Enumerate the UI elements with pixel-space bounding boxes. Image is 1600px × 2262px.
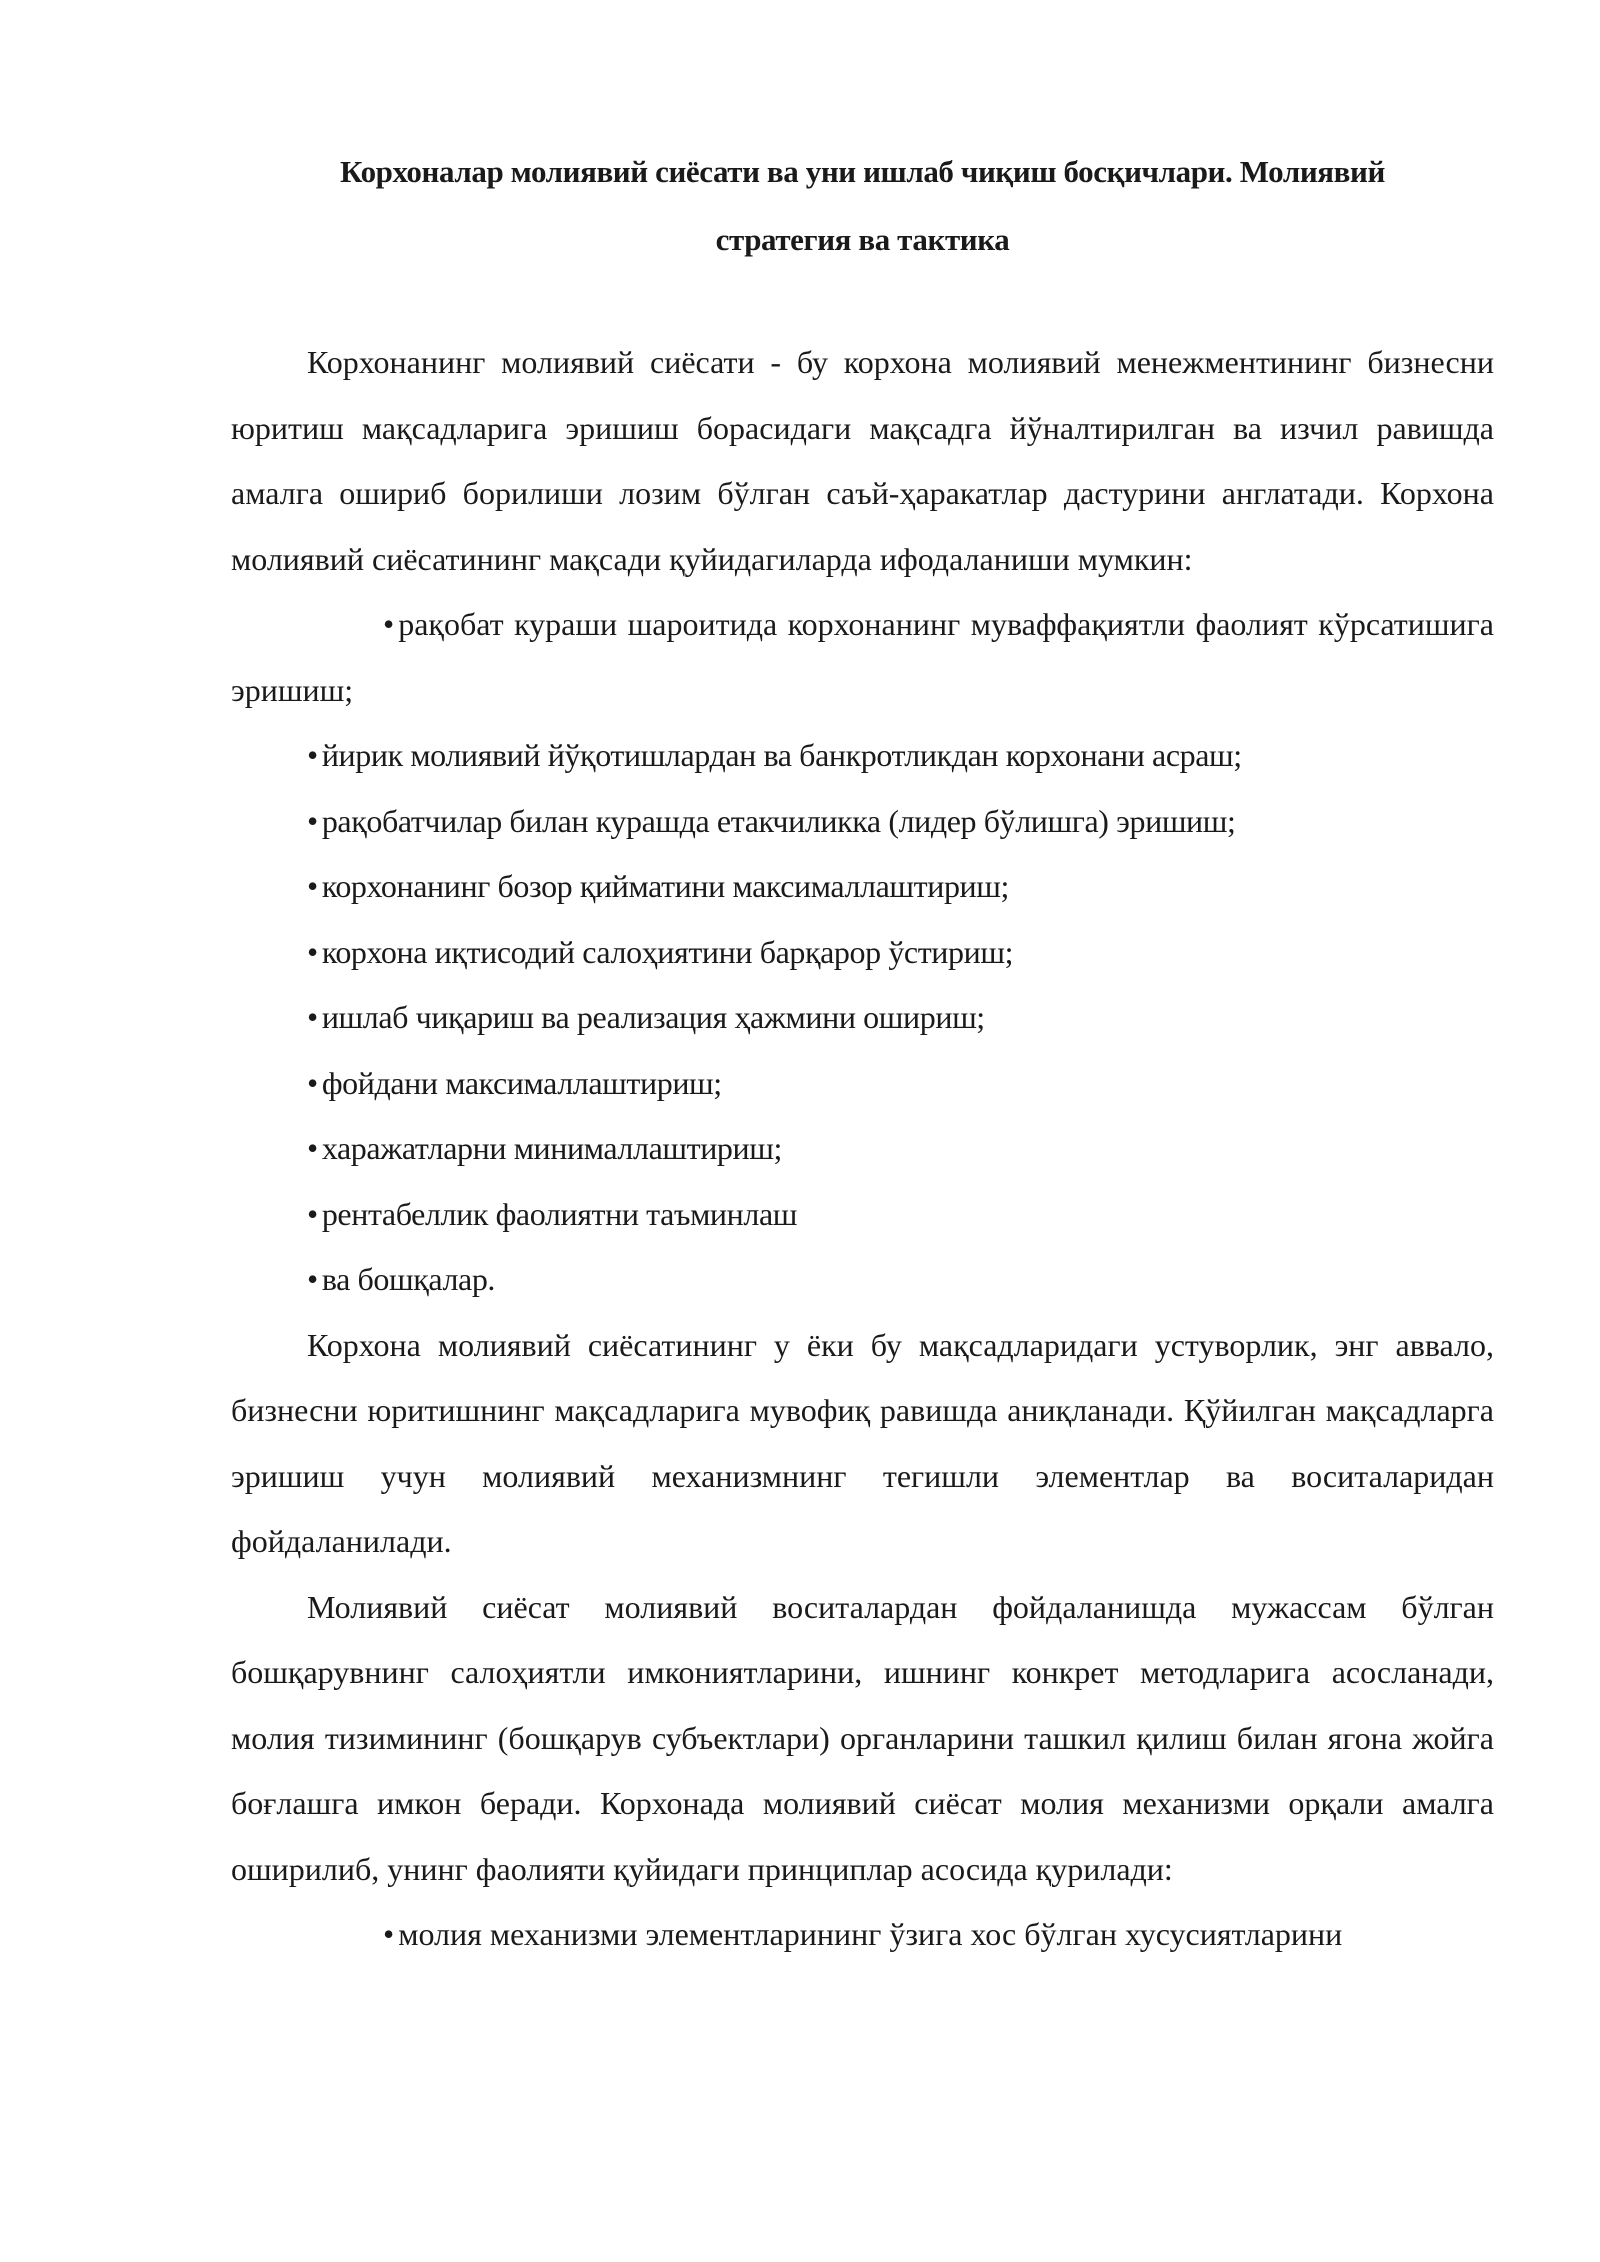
- goal-text: ишлаб чиқариш ва реализация ҳажмини ошириш;: [321, 999, 985, 1035]
- bullet-icon: •: [307, 1261, 318, 1297]
- bullet-icon: •: [307, 802, 318, 839]
- goal-text: йирик молиявий йўқотишлардан ва банкротликдан корхонани асраш;: [321, 737, 1242, 773]
- bullet-icon: •: [383, 1916, 395, 1952]
- goal-list-item: [231, 854, 1494, 920]
- goal-text: корхонанинг бозор қийматини максималлаштириш;: [321, 868, 1010, 904]
- goal-text: харажатларни минималлаштириш;: [321, 1130, 782, 1166]
- goal-list-item: [231, 1247, 1494, 1313]
- title-line-2: стратегия ва тактика: [715, 222, 1010, 257]
- goal-text: корхона иқтисодий салоҳиятини барқарор ўстириш;: [321, 933, 1014, 970]
- priority-paragraph: Корхона молиявий сиёсатининг у ёки бу мақсадларидаги устуворлик, энг аввало, бизнесни юритишнинг мақсадларига мувофиқ равишда аниқланади. Қўйилган мақсадларга эришиш учун молиявий механизмнинг тегишли элементлар ва воситаларидан фойдаланилади.: [231, 1326, 1494, 1559]
- goal-list-item: [231, 1116, 1494, 1182]
- document-body: [231, 138, 1494, 1968]
- policy-paragraph: Молиявий сиёсат молиявий воситалардан фойдаланишда мужассам бўлган бошқарувнинг салоҳиятли имкониятларини, ишнинг конкрет методларига асосланади, молия тизимининг (бошқарув субъектлари) органларини ташкил қилиш билан ягона жойга боғлашга имкон беради. Корхонада молиявий сиёсат молия механизми орқали амалга оширилиб, унинг фаолияти қуйидаги принциплар асосида қурилади:: [231, 1588, 1494, 1887]
- bullet-icon: •: [307, 1064, 318, 1101]
- goal-list-item: [231, 592, 1494, 723]
- goal-text: фойдани максималлаштириш;: [321, 1064, 722, 1101]
- bullet-icon: •: [307, 1130, 318, 1166]
- page-title: [231, 138, 1494, 274]
- bullet-icon: •: [307, 999, 318, 1035]
- bullet-icon: •: [307, 737, 318, 773]
- goal-text: рентабеллик фаолиятни таъминлаш: [321, 1195, 797, 1232]
- goal-list-item: [231, 723, 1494, 789]
- principle-text: молия механизми элементларининг ўзига хос бўлган хусусиятларини: [398, 1916, 1343, 1952]
- goal-list-item: [231, 920, 1494, 986]
- goal-text: рақобат кураши шароитида корхонанинг муваффақиятли фаолият кўрсатишига эришиш;: [231, 606, 1494, 708]
- title-line-1: Корхоналар молиявий сиёсати ва уни ишлаб чиқиш босқичлари. Молиявий: [340, 154, 1385, 189]
- goal-list-item: [231, 1051, 1494, 1117]
- intro-paragraph: Корхонанинг молиявий сиёсати - бу корхона молиявий менежментининг бизнесни юритиш мақсадларига эришиш борасидаги мақсадга йўналтирилган ва изчил равишда амалга ошириб борилиши лозим бўлган саъй-ҳаракатлар дастурини англатади. Корхона молиявий сиёсатининг мақсади қуйидагиларда ифодаланиши мумкин:: [231, 344, 1494, 577]
- goal-list-item: [231, 789, 1494, 855]
- bullet-icon: •: [307, 868, 318, 904]
- bullet-icon: •: [383, 606, 395, 642]
- goal-list-item: [231, 985, 1494, 1051]
- goal-text: ва бошқалар.: [321, 1261, 496, 1297]
- bullet-icon: •: [307, 1195, 318, 1232]
- goal-list-item: [231, 1182, 1494, 1248]
- bullet-icon: •: [307, 933, 318, 970]
- principle-list-item: [231, 1902, 1494, 1968]
- goal-text: рақобатчилар билан курашда етакчиликка (лидер бўлишга) эришиш;: [321, 802, 1236, 839]
